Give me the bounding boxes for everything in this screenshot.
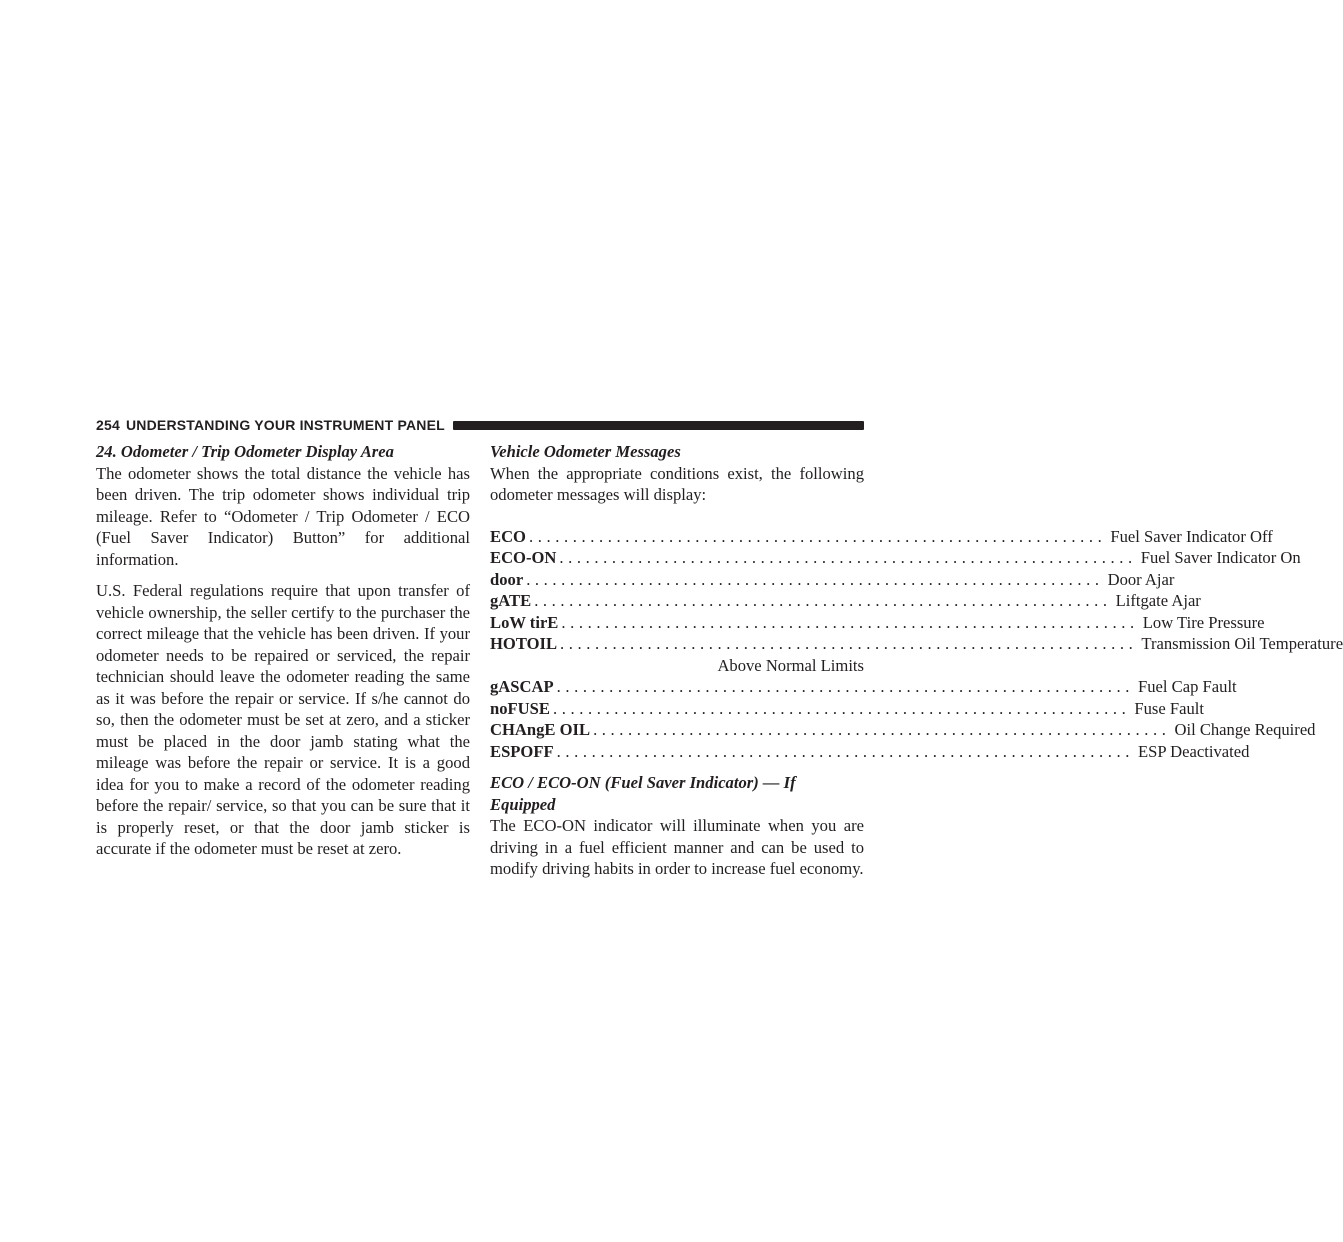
message-row: [490, 569, 1175, 591]
leader-dots: ..................................................................: [526, 569, 1104, 589]
message-row: [490, 676, 1237, 698]
message-code: CHAngE OIL: [490, 720, 591, 739]
message-row: [490, 633, 1343, 655]
message-code: gATE: [490, 591, 532, 610]
message-row: [490, 547, 1301, 569]
eco-indicator-heading: ECO / ECO-ON (Fuel Saver Indicator) — If Equipped: [490, 773, 796, 814]
odometer-heading: 24. Odometer / Trip Odometer Display Area: [96, 442, 394, 461]
messages-heading: Vehicle Odometer Messages: [490, 442, 681, 461]
message-row: [490, 741, 1250, 763]
page-header: [96, 417, 864, 433]
message-description-continuation: Above Normal Limits: [717, 655, 864, 675]
leader-dots: ..................................................................: [534, 591, 1112, 610]
message-row: [490, 612, 1265, 634]
message-code: HOTOIL: [490, 634, 558, 653]
message-row: [490, 526, 1273, 548]
message-code: door: [490, 569, 524, 589]
message-code: LoW tirE: [490, 612, 559, 632]
message-description: Fuse Fault: [1134, 698, 1204, 718]
leader-dots: ..................................................................: [593, 720, 1171, 739]
leader-dots: ..................................................................: [552, 698, 1131, 718]
message-row: [490, 590, 1201, 612]
message-description: Fuel Saver Indicator On: [1140, 548, 1301, 567]
message-row: [490, 719, 1316, 741]
right-column: [490, 441, 1343, 880]
leader-dots: ..................................................................: [556, 677, 1135, 696]
message-description: Fuel Cap Fault: [1138, 677, 1237, 696]
odometer-paragraph: The odometer shows the total distance the vehicle has been driven. The trip odometer shows individual trip mileage. Refer to “Odometer / Trip Odometer / ECO (Fuel Saver Indicator) Button” for additional information.: [96, 463, 470, 569]
message-description: Low Tire Pressure: [1142, 612, 1265, 632]
message-description: Transmission Oil Temperature: [1141, 634, 1343, 653]
leader-dots: ..................................................................: [528, 526, 1107, 546]
left-column: [96, 441, 470, 860]
eco-indicator-paragraph: The ECO-ON indicator will illuminate when you are driving in a fuel efficient manner and can be used to modify driving habits in order to increase fuel economy.: [490, 816, 864, 878]
message-row: [490, 698, 1204, 720]
message-code: ESPOFF: [490, 741, 554, 761]
message-code: ECO-ON: [490, 548, 557, 567]
messages-intro: When the appropriate conditions exist, the following odometer messages will display:: [490, 463, 864, 504]
leader-dots: ..................................................................: [556, 741, 1135, 761]
section-title: UNDERSTANDING YOUR INSTRUMENT PANEL: [125, 417, 445, 433]
federal-regulations-paragraph: U.S. Federal regulations require that upon transfer of vehicle ownership, the seller certify to the purchaser the correct mileage that the vehicle has been driven. If your odometer needs to be repaired or serviced, the repair technician should leave the odometer reading the same as it was before the repair or service. If s/he cannot do so, then the odometer must be set at zero, and a sticker must be placed in the door jamb stating what the mileage was before the repair or service. It is a good idea for you to make a record of the odometer reading before the repair/ service, so that you can be sure that it is properly reset, or that the door jamb sticker is accurate if the odometer must be reset at zero.: [96, 581, 470, 858]
leader-dots: ..................................................................: [561, 612, 1139, 632]
header-rule: [453, 421, 864, 430]
message-code: ECO: [490, 526, 526, 546]
page-number: 254: [96, 417, 120, 433]
message-code: noFUSE: [490, 698, 550, 718]
odometer-message-list: [490, 526, 1343, 763]
leader-dots: ..................................................................: [560, 634, 1138, 653]
message-description: Liftgate Ajar: [1115, 591, 1201, 610]
message-description: Door Ajar: [1107, 569, 1175, 589]
message-description: Oil Change Required: [1174, 720, 1316, 739]
message-description: Fuel Saver Indicator Off: [1110, 526, 1273, 546]
message-description: ESP Deactivated: [1138, 741, 1250, 761]
leader-dots: ..................................................................: [559, 548, 1137, 567]
message-code: gASCAP: [490, 677, 554, 696]
